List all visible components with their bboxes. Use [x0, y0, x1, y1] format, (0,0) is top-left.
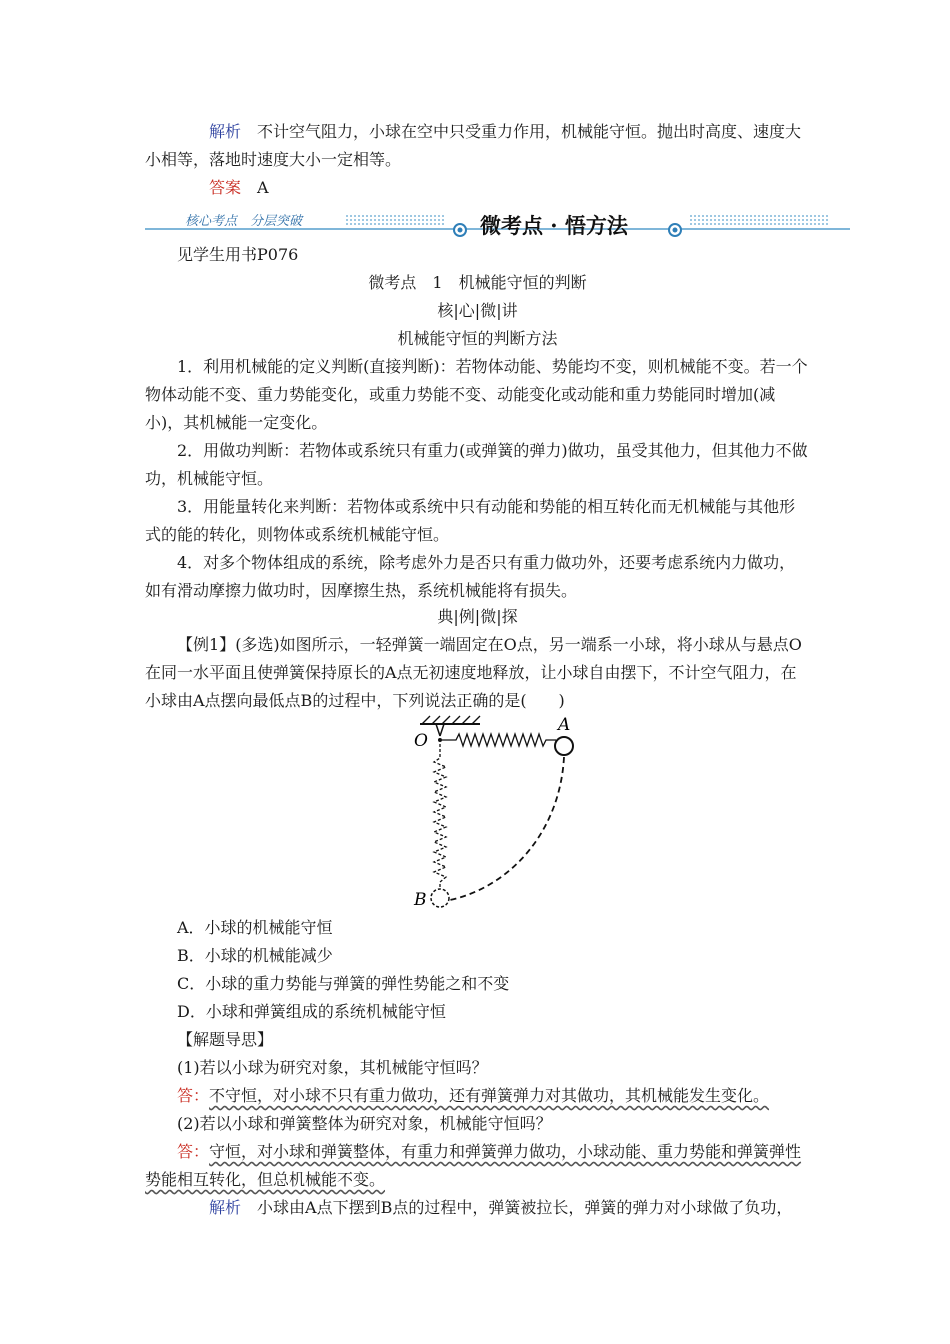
guide-q2: (2)若以小球和弹簧整体为研究对象，机械能守恒吗？ — [177, 1114, 552, 1133]
ceiling-hatch — [422, 716, 480, 724]
analysis-label: 解析 — [209, 122, 242, 141]
reference-note: 见学生用书P076 — [177, 245, 299, 264]
option-c: C．小球的重力势能与弹簧的弹性势能之和不变 — [177, 974, 510, 993]
guide-q1: (1)若以小球为研究对象，其机械能守恒吗？ — [177, 1058, 488, 1077]
method-3: 3．用能量转化来判断：若物体或系统中只有动能和势能的相互转化而无机械能与其他形式的能的转化，则物体或系统机械能守恒。 — [145, 497, 796, 544]
prev-analysis-text: 不计空气阻力，小球在空中只受重力作用，机械能守恒。抛出时高度、速度大小相等，落地时速度大小一定相等。 — [145, 122, 802, 169]
a1-text: 不守恒，对小球不只有重力做功，还有弹簧弹力对其做功，其机械能发生变化。 — [209, 1086, 770, 1105]
horizontal-spring — [442, 734, 556, 746]
ball-at-A — [555, 737, 573, 755]
option-a: A．小球的机械能守恒 — [177, 918, 333, 937]
answer-value: A — [257, 178, 269, 197]
analysis-label-2: 解析 — [209, 1198, 242, 1217]
label-A: A — [558, 715, 571, 735]
section-title: 微考点 1 机械能守恒的判断 — [368, 273, 587, 292]
vertical-spring-dashed — [434, 744, 446, 890]
example-heading: 典|例|微|探 — [437, 607, 518, 626]
pivot-point — [438, 738, 442, 742]
swing-path — [450, 757, 564, 900]
ball-at-B — [431, 889, 449, 907]
method-title: 机械能守恒的判断方法 — [397, 329, 558, 348]
banner-right-text: 微考点 · 悟方法 — [480, 213, 628, 238]
banner-left-text: 核心考点 分层突破 — [185, 214, 303, 229]
example-text: (多选)如图所示，一轻弹簧一端固定在O点，另一端系一小球，将小球从与悬点O在同一水平面且使弹簧保持原长的A点无初速度地释放，让小球自由摆下，不计空气阻力，在小球由A点摆向最低点B的过程中，下列说法正确的是( ) — [145, 635, 802, 710]
guide-a1 — [145, 1082, 810, 1110]
section-banner — [145, 206, 850, 244]
pendulum-spring-figure — [400, 712, 590, 917]
core-heading: 核|心|微|讲 — [437, 301, 518, 320]
answer-label: 答案 — [209, 178, 242, 197]
a1-label: 答： — [177, 1086, 210, 1105]
method-2: 2．用做功判断：若物体或系统只有重力(或弹簧的弹力)做功，虽受其他力，但其他力不做功，机械能守恒。 — [145, 441, 808, 488]
label-O: O — [414, 731, 428, 751]
example-label: 【例1】 — [177, 635, 236, 654]
option-d: D．小球和弹簧组成的系统机械能守恒 — [177, 1002, 446, 1021]
analysis-text: 小球由A点下摆到B点的过程中，弹簧被拉长，弹簧的弹力对小球做了负功， — [257, 1198, 793, 1217]
a2-label: 答： — [177, 1142, 210, 1161]
guide-a2 — [145, 1138, 810, 1194]
method-4: 4．对多个物体组成的系统，除考虑外力是否只有重力做功外，还要考虑系统内力做功，如有滑动摩擦力做功时，因摩擦生热，系统机械能将有损失。 — [145, 553, 796, 600]
prev-answer — [145, 174, 810, 202]
guide-heading: 【解题导思】 — [177, 1030, 274, 1049]
option-b: B．小球的机械能减少 — [177, 946, 333, 965]
example-question — [145, 631, 810, 715]
prev-analysis — [145, 118, 810, 174]
analysis-paragraph — [145, 1194, 810, 1222]
label-B: B — [414, 890, 427, 910]
method-1: 1．利用机械能的定义判断(直接判断)：若物体动能、势能均不变，则机械能不变。若一个物体动能不变、重力势能变化，或重力势能不变、动能变化或动能和重力势能同时增加(减小)，其机械能一定变化。 — [145, 357, 808, 432]
a2-text: 守恒，对小球和弹簧整体，有重力和弹簧弹力做功，小球动能、重力势能和弹簧弹性势能相互转化，但总机械能不变。 — [145, 1142, 802, 1189]
